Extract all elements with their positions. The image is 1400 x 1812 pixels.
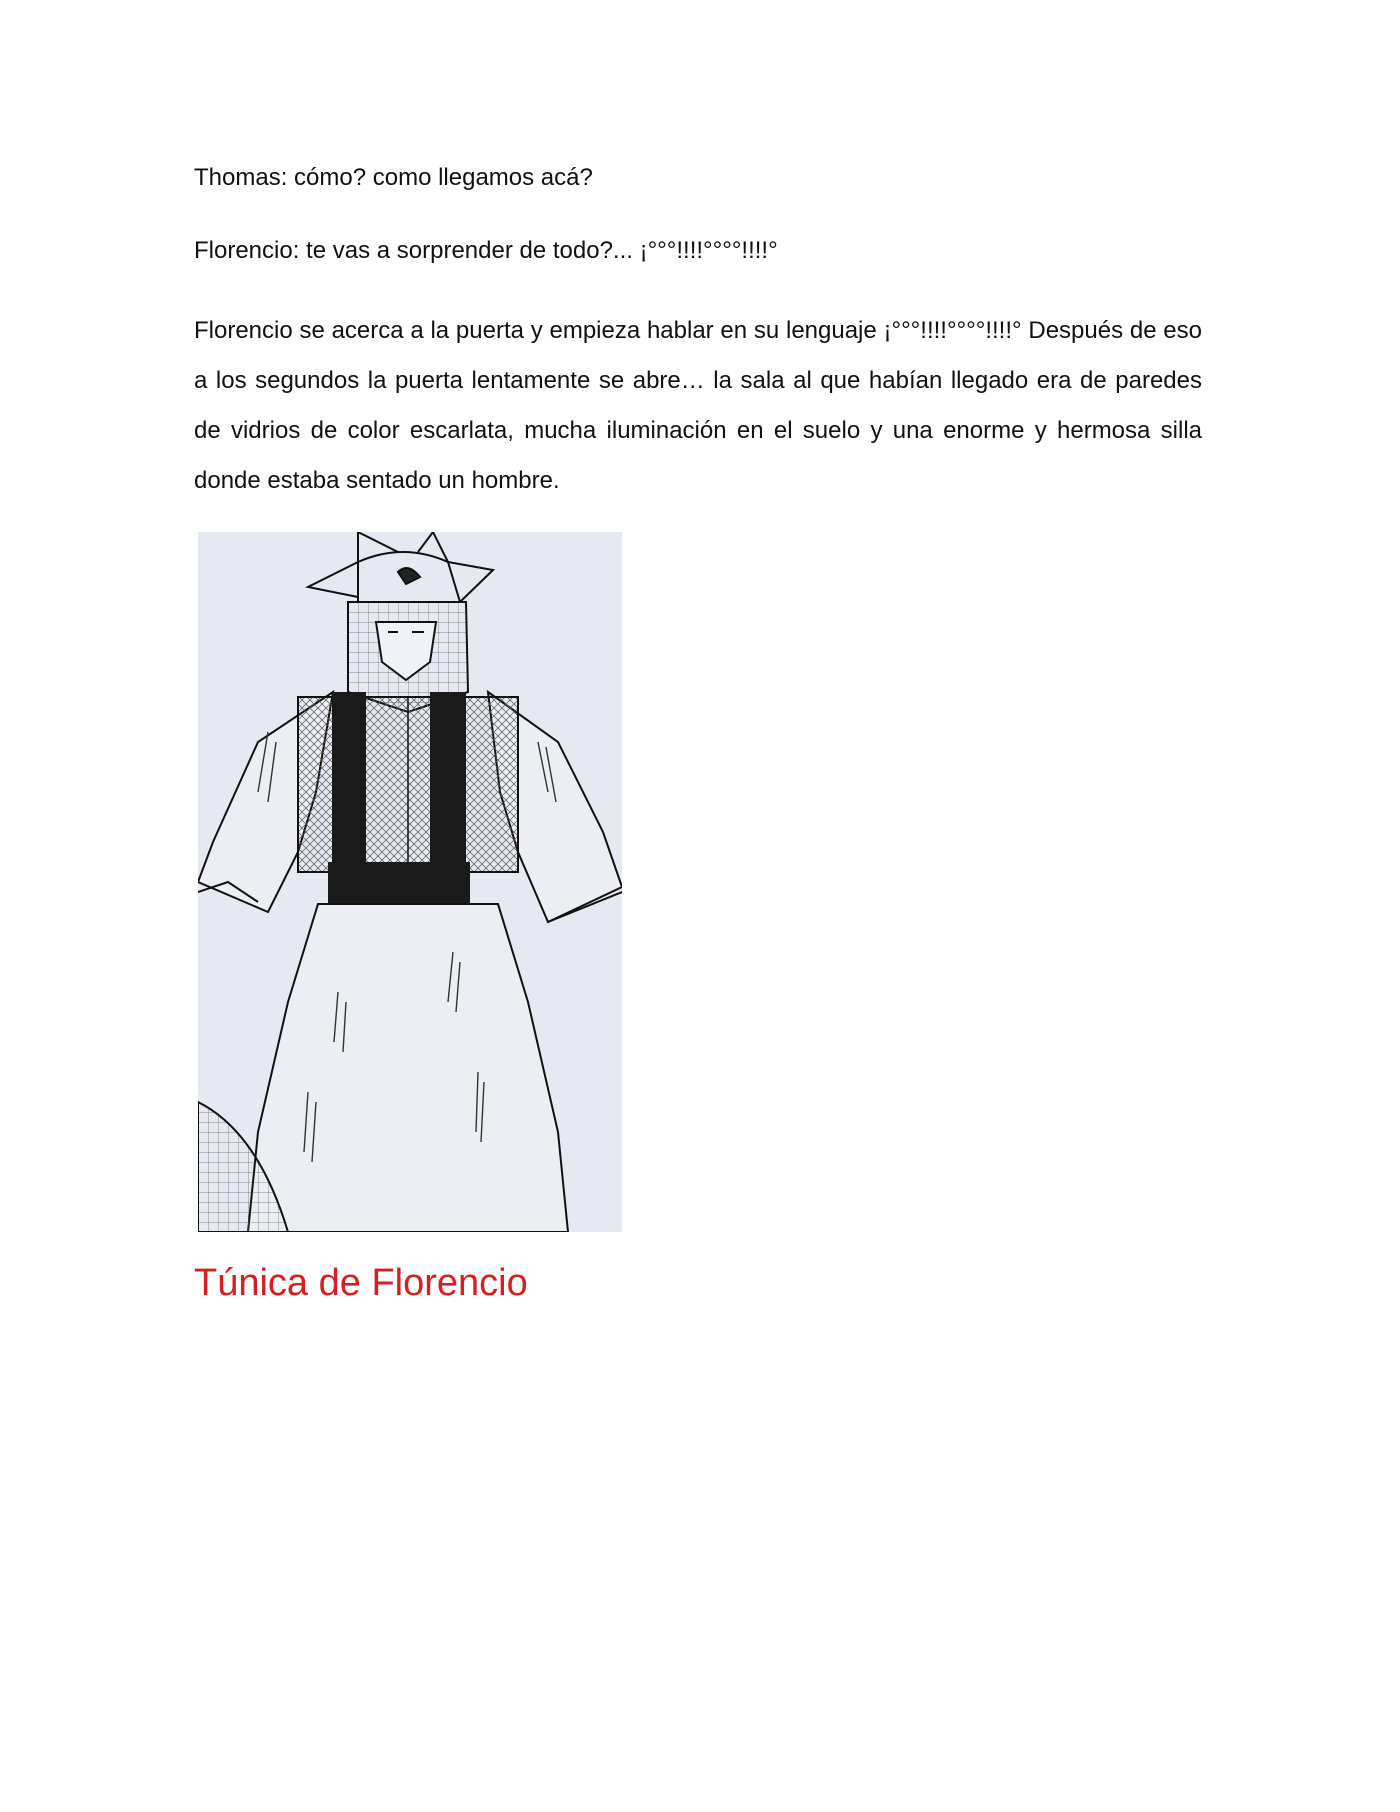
tunic-sketch-image: [198, 532, 622, 1232]
narrative-paragraph: Florencio se acerca a la puerta y empieza hablar en su lenguaje ¡°°°!!!!°°°°!!!!° Después de eso a los segundos la puerta lentamente se abre… la sala al que habían llegado era de paredes de vidrios de color escarlata, mucha iluminación en el suelo y una enorme y hermosa silla donde estaba sentado un hombre.: [194, 317, 1202, 494]
dialogue-line-thomas: Thomas: cómo? como llegamos acá?: [194, 164, 593, 191]
dialogue-line-florencio: Florencio: te vas a sorprender de todo?... ¡°°°!!!!°°°°!!!!°: [194, 237, 778, 264]
figure-caption: Túnica de Florencio: [194, 1262, 528, 1304]
tunic-drawing: [198, 532, 622, 1232]
